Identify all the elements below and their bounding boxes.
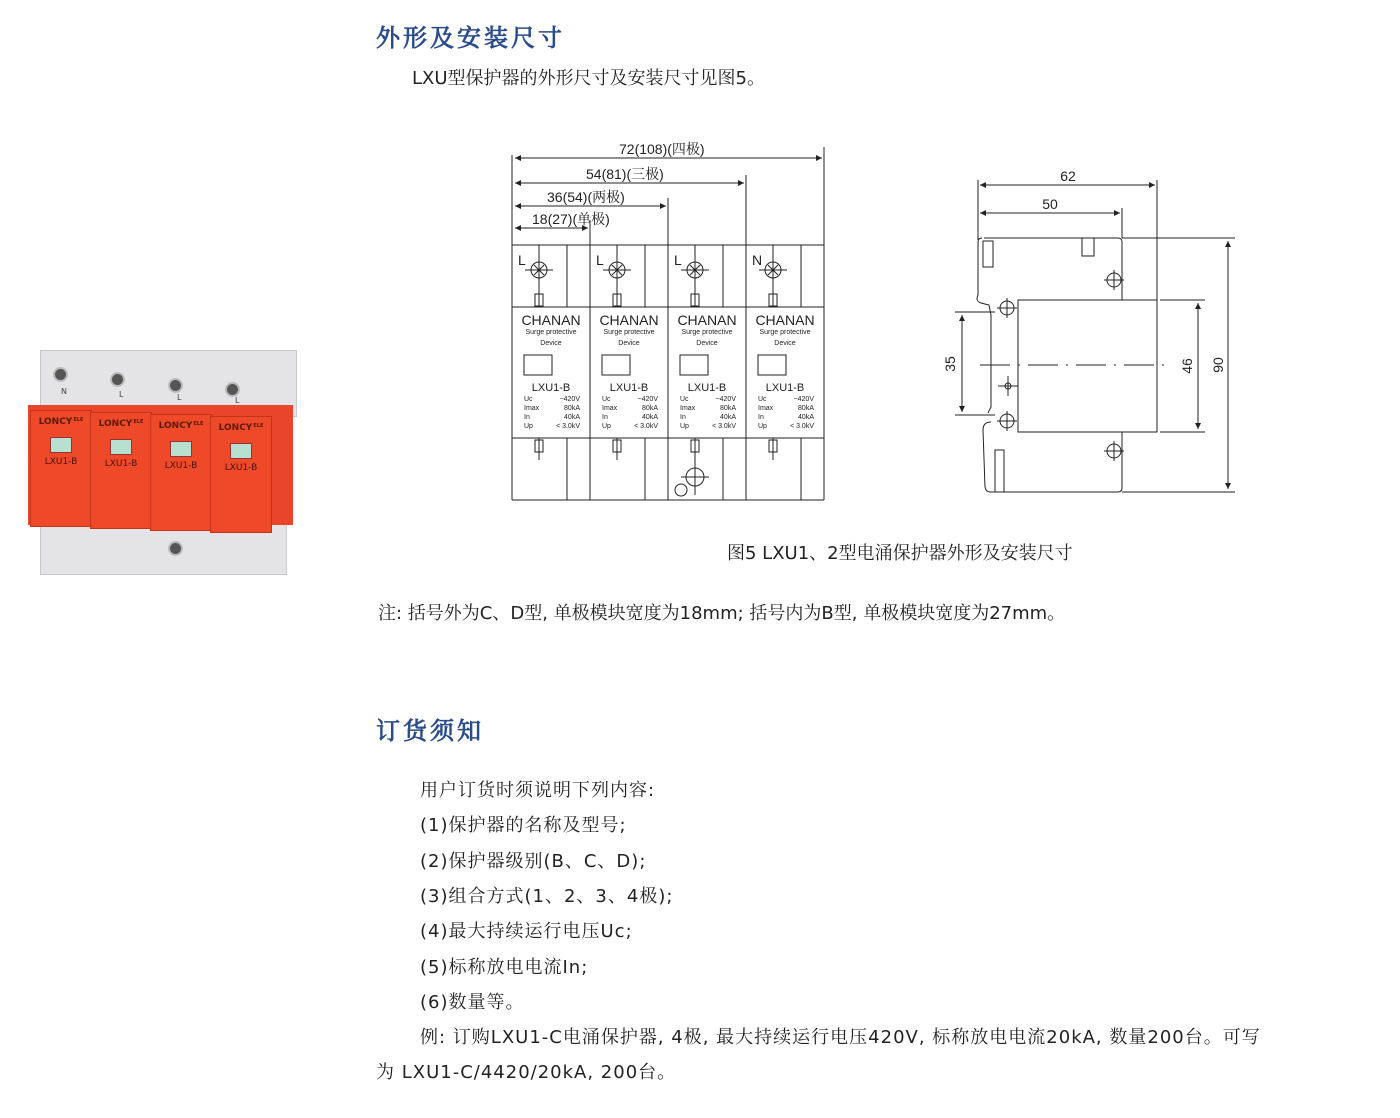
photo-brand-suffix: ELE: [133, 418, 144, 425]
photo-brand: LONCY: [218, 423, 253, 433]
spec-value: 80kA: [720, 405, 736, 412]
photo-brand: LONCY: [158, 421, 193, 431]
spec-value: < 3.0kV: [634, 423, 658, 430]
spec-value: ~420V: [715, 396, 736, 403]
spec-name: Up: [602, 423, 611, 430]
ordering-example-continued: 为 LXU1-C/4420/20kA, 200台。: [376, 1062, 677, 1083]
spec-value: 40kA: [564, 414, 580, 421]
model-label: LXU1-B: [609, 382, 649, 394]
photo-terminal-label: N: [61, 387, 67, 396]
dimension-label: 35: [942, 356, 958, 372]
brand-subtitle: Surge protective: [681, 329, 733, 336]
dimension-label: 72(108)(四极): [619, 141, 705, 157]
photo-terminal-label: L: [119, 390, 124, 399]
indicator-window: [524, 355, 552, 375]
spec-value: 80kA: [798, 405, 814, 412]
brand-subtitle: Surge protective: [525, 329, 577, 336]
photo-brand: LONCY: [98, 419, 133, 429]
indicator-window: [680, 355, 708, 375]
photo-terminal-label: L: [177, 393, 182, 402]
section-title-ordering: 订货须知: [376, 717, 484, 745]
photo-brand: LONCY: [38, 417, 73, 427]
spec-name: In: [602, 414, 608, 421]
terminal-label: L: [518, 252, 526, 268]
dimension-label: 90: [1210, 357, 1226, 373]
ordering-line: (3)组合方式(1、2、3、4极);: [420, 885, 674, 907]
ordering-line: (2)保护器级别(B、C、D);: [420, 850, 647, 872]
spec-name: Up: [680, 423, 689, 430]
dimension-label: 36(54)(两极): [547, 189, 625, 205]
spec-name: Imax: [758, 405, 774, 412]
brand-subtitle: Device: [540, 340, 562, 347]
ordering-line: (4)最大持续运行电压Uc;: [420, 921, 633, 943]
note-text: 注: 括号外为C、D型, 单极模块宽度为18mm; 括号内为B型, 单极模块宽度为27mm。: [378, 603, 1066, 624]
dimension-label: 54(81)(三极): [586, 166, 664, 182]
ground-symbol-icon: [675, 484, 687, 496]
spec-name: Uc: [602, 396, 611, 403]
photo-model: LXU1-B: [104, 459, 138, 469]
latch-shape: [1082, 238, 1094, 256]
spec-value: < 3.0kV: [712, 423, 736, 430]
photo-terminal-label: L: [235, 396, 240, 405]
spec-name: Uc: [524, 396, 533, 403]
spec-value: 40kA: [798, 414, 814, 421]
photo-model: LXU1-B: [44, 457, 78, 467]
photo-brand-suffix: ELE: [193, 420, 204, 427]
spec-name: In: [524, 414, 530, 421]
brand-subtitle: Surge protective: [759, 329, 811, 336]
ordering-line: 用户订货时须说明下列内容:: [420, 780, 656, 801]
brand-label: CHANAN: [677, 312, 737, 328]
spec-value: 40kA: [720, 414, 736, 421]
spec-name: Imax: [524, 405, 540, 412]
photo-brand-suffix: ELE: [73, 416, 84, 423]
dimension-label: 62: [1060, 168, 1076, 184]
brand-subtitle: Device: [696, 340, 718, 347]
photo-model: LXU1-B: [164, 461, 198, 471]
spec-value: ~420V: [637, 396, 658, 403]
dimension-label: 46: [1179, 358, 1195, 374]
spec-value: < 3.0kV: [556, 423, 580, 430]
brand-subtitle: Device: [774, 340, 796, 347]
brand-label: CHANAN: [521, 312, 581, 328]
figure-caption: 图5 LXU1、2型电涌保护器外形及安装尺寸: [727, 543, 1073, 564]
dimension-label: 50: [1042, 196, 1058, 212]
terminal-label: L: [596, 252, 604, 268]
model-label: LXU1-B: [531, 382, 571, 394]
ordering-line: 例: 订购LXU1-C电涌保护器, 4极, 最大持续运行电压420V, 标称放电电流20kA, 数量200台。可写: [420, 1027, 1261, 1049]
terminal-label: L: [674, 252, 682, 268]
photo-brand-suffix: ELE: [253, 422, 264, 429]
clip-shape: [983, 241, 993, 267]
indicator-window: [758, 355, 786, 375]
section-title-dimensions: 外形及安装尺寸: [376, 24, 565, 52]
brand-label: CHANAN: [755, 312, 815, 328]
ordering-line: (6)数量等。: [420, 991, 525, 1013]
spec-name: Uc: [758, 396, 767, 403]
ordering-line: (1)保护器的名称及型号;: [420, 815, 627, 837]
spec-value: < 3.0kV: [790, 423, 814, 430]
photo-model: LXU1-B: [224, 463, 258, 473]
spec-name: In: [680, 414, 686, 421]
model-label: LXU1-B: [765, 382, 805, 394]
ordering-line: (5)标称放电电流In;: [420, 956, 589, 978]
spec-name: In: [758, 414, 764, 421]
spec-name: Imax: [602, 405, 618, 412]
spec-value: 80kA: [564, 405, 580, 412]
dimension-label: 18(27)(单极): [532, 211, 610, 227]
model-label: LXU1-B: [687, 382, 727, 394]
indicator-window: [602, 355, 630, 375]
spec-name: Up: [758, 423, 767, 430]
intro-text: LXU型保护器的外形尺寸及安装尺寸见图5。: [412, 68, 765, 89]
spec-name: Imax: [680, 405, 696, 412]
slot-shape: [995, 450, 1004, 492]
spec-value: 40kA: [642, 414, 658, 421]
brand-label: CHANAN: [599, 312, 659, 328]
brand-subtitle: Device: [618, 340, 640, 347]
terminal-label: N: [752, 252, 763, 268]
spec-name: Up: [524, 423, 533, 430]
spec-name: Uc: [680, 396, 689, 403]
spec-value: 80kA: [642, 405, 658, 412]
brand-subtitle: Surge protective: [603, 329, 655, 336]
spec-value: ~420V: [793, 396, 814, 403]
spec-value: ~420V: [559, 396, 580, 403]
